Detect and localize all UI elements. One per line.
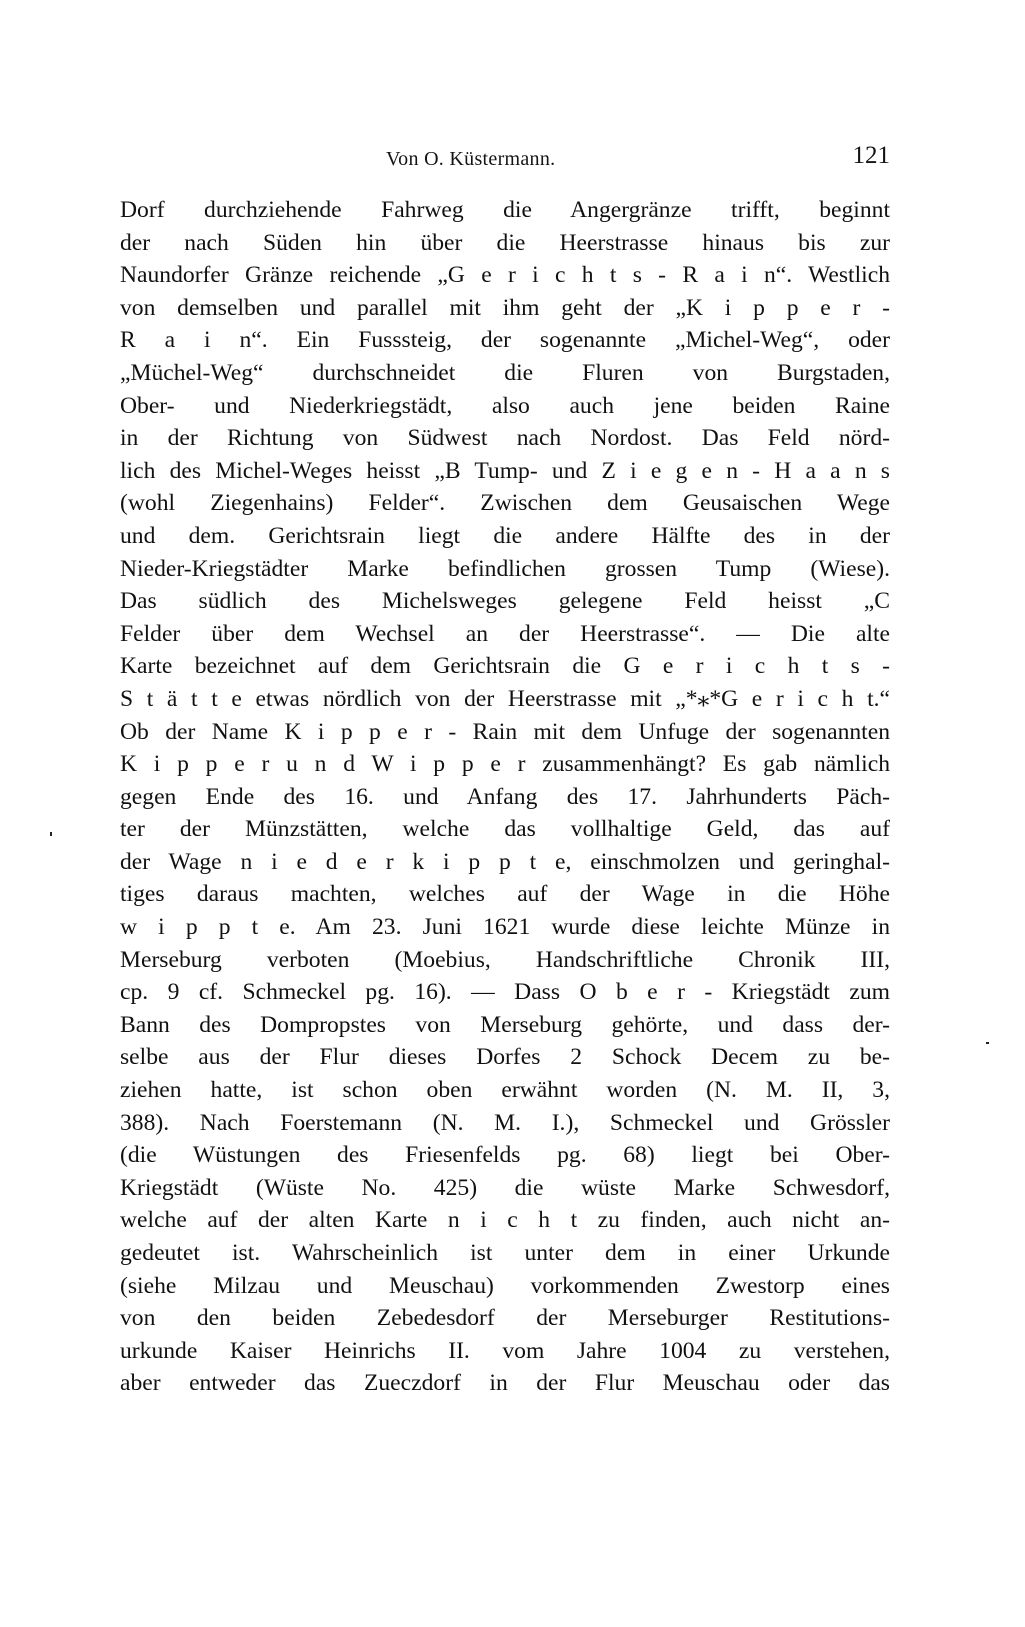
text-line: der nach Süden hin über die Heerstrasse hinaus bis zur: [120, 229, 890, 256]
text-line: Karte bezeichnet auf dem Gerichtsrain die G e r i c h t s -: [120, 653, 890, 680]
text-line: ter der Münzstätten, welche das vollhaltige Geld, das auf: [120, 816, 890, 843]
text-line: tiges daraus machten, welches auf der Wage in die Höhe: [120, 881, 890, 908]
text-line: Merseburg verboten (Moebius, Handschriftliche Chronik III,: [120, 946, 890, 973]
text-line: gedeutet ist. Wahrscheinlich ist unter dem in einer Urkunde: [120, 1240, 890, 1266]
text-line: und dem. Gerichtsrain liegt die andere Hälfte des in der: [120, 522, 890, 549]
text-line: (siehe Milzau und Meuschau) vorkommenden Zwestorp eines: [120, 1272, 890, 1299]
text-line: von demselben und parallel mit ihm geht der „K i p p e r -: [120, 294, 890, 321]
text-line: von den beiden Zebedesdorf der Merseburger Restitutions-: [120, 1305, 890, 1332]
text-line: Ob der Name K i p p e r - Rain mit dem Unfuge der sogenannten: [120, 718, 890, 745]
text-line: Ober- und Niederkriegstädt, also auch jene beiden Raine: [120, 392, 890, 419]
text-line: (die Wüstungen des Friesenfelds pg. 68) liegt bei Ober-: [120, 1142, 890, 1169]
running-head: Von O. Küstermann.: [386, 148, 556, 170]
text-line: „Müchel-Weg“ durchschneidet die Fluren von Burgstaden,: [120, 359, 890, 386]
text-line: Bann des Dompropstes von Merseburg gehörte, und dass der-: [120, 1011, 890, 1038]
text-line: Naundorfer Gränze reichende „G e r i c h t s - R a i n“. Westlich: [120, 262, 890, 289]
text-line: urkunde Kaiser Heinrichs II. vom Jahre 1004 zu verstehen,: [120, 1337, 890, 1364]
text-line: Felder über dem Wechsel an der Heerstrasse“. — Die alte: [120, 620, 890, 647]
text-line: Nieder-Kriegstädter Marke befindlichen grossen Tump (Wiese).: [120, 555, 890, 582]
text-line: Dorf durchziehende Fahrweg die Angergränze trifft, beginnt: [120, 197, 890, 223]
text-line: aber entweder das Zueczdorf in der Flur Meuschau oder das: [120, 1370, 890, 1397]
text-line: w i p p t e. Am 23. Juni 1621 wurde diese leichte Münze in: [120, 914, 890, 941]
page-header: [120, 140, 890, 176]
page-number: 121: [852, 142, 890, 169]
text-line: in der Richtung von Südwest nach Nordost. Das Feld nörd-: [120, 425, 890, 452]
text-line: cp. 9 cf. Schmeckel pg. 16). — Dass O b e r - Kriegstädt zum: [120, 979, 890, 1006]
scan-speck: [986, 1042, 989, 1044]
text-line: R a i n“. Ein Fusssteig, der sogenannte „Michel-Weg“, oder: [120, 327, 890, 354]
text-line: S t ä t t e etwas nördlich von der Heerstrasse mit „*⁎*G e r i c h t.“: [120, 685, 890, 712]
text-line: (wohl Ziegenhains) Felder“. Zwischen dem Geusaischen Wege: [120, 490, 890, 517]
text-line: selbe aus der Flur dieses Dorfes 2 Schock Decem zu be-: [120, 1044, 890, 1071]
body-text: [120, 194, 890, 1400]
text-line: ziehen hatte, ist schon oben erwähnt worden (N. M. II, 3,: [120, 1077, 890, 1104]
text-line: 388). Nach Foerstemann (N. M. I.), Schmeckel und Grössler: [120, 1109, 890, 1136]
text-line: der Wage n i e d e r k i p p t e, einschmolzen und geringhal-: [120, 848, 890, 875]
text-line: gegen Ende des 16. und Anfang des 17. Jahrhunderts Päch-: [120, 783, 890, 810]
scan-speck: [50, 832, 52, 836]
text-line: lich des Michel-Weges heisst „B Tump- und Z i e g e n - H a a n s: [120, 457, 890, 484]
text-line: Das südlich des Michelsweges gelegene Feld heisst „C: [120, 588, 890, 615]
text-line: K i p p e r u n d W i p p e r zusammenhängt? Es gab nämlich: [120, 751, 890, 778]
text-line: welche auf der alten Karte n i c h t zu finden, auch nicht an-: [120, 1207, 890, 1234]
text-line: Kriegstädt (Wüste No. 425) die wüste Marke Schwesdorf,: [120, 1174, 890, 1201]
